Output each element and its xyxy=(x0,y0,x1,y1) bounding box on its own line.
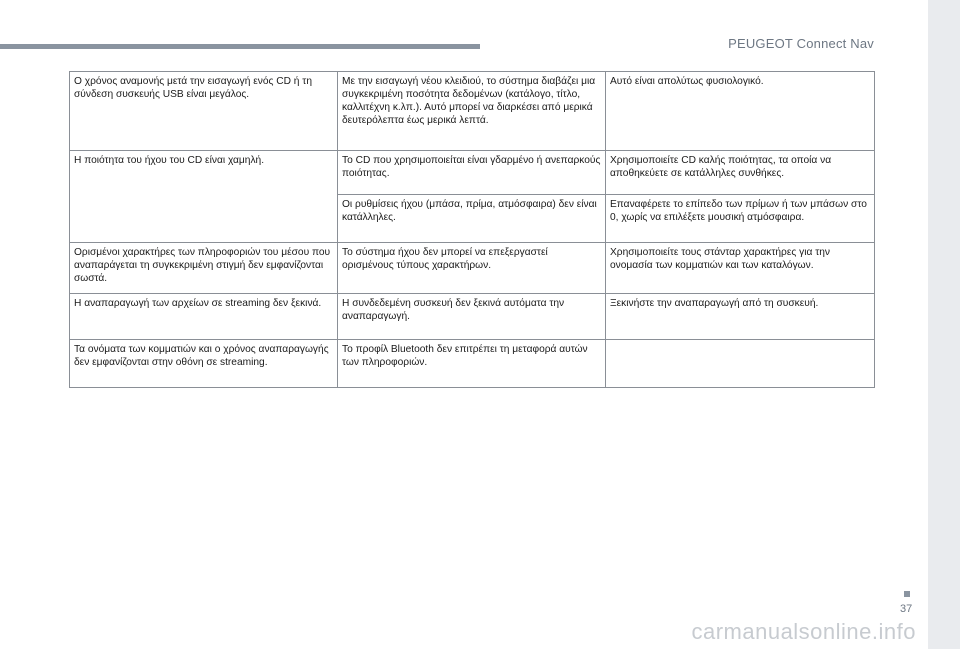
solution-cell: Χρησιμοποιείτε τους στάνταρ χαρακτήρες για την ονομασία των κομματιών και των καταλόγων. xyxy=(606,243,875,294)
problem-cell: Η ποιότητα του ήχου του CD είναι χαμηλή. xyxy=(70,151,338,243)
solution-cell: Χρησιμοποιείτε CD καλής ποιότητας, τα οποία να αποθηκεύετε σε κατάλληλες συνθήκες. xyxy=(606,151,875,195)
cause-cell: Το σύστημα ήχου δεν μπορεί να επεξεργαστεί ορισμένους τύπους χαρακτήρων. xyxy=(338,243,606,294)
solution-cell xyxy=(606,340,875,388)
problem-cell: Ορισμένοι χαρακτήρες των πληροφοριών του μέσου που αναπαράγεται τη συγκεκριμένη στιγμή δεν εμφανίζονται σωστά. xyxy=(70,243,338,294)
solution-cell: Αυτό είναι απολύτως φυσιολογικό. xyxy=(606,72,875,151)
cause-cell: Το CD που χρησιμοποιείται είναι γδαρμένο ή ανεπαρκούς ποιότητας. xyxy=(338,151,606,195)
table-row xyxy=(70,151,875,195)
page-number: 37 xyxy=(900,603,913,615)
cause-cell: Η συνδεδεμένη συσκευή δεν ξεκινά αυτόματα την αναπαραγωγή. xyxy=(338,294,606,340)
page-header-title: PEUGEOT Connect Nav xyxy=(728,36,874,51)
header-accent-bar xyxy=(0,44,480,49)
solution-cell: Επαναφέρετε το επίπεδο των πρίμων ή των μπάσων στο 0, χωρίς να επιλέξετε μουσική ατμόσφαιρα. xyxy=(606,195,875,243)
problem-cell: Ο χρόνος αναμονής μετά την εισαγωγή ενός CD ή τη σύνδεση συσκευής USB είναι μεγάλος. xyxy=(70,72,338,151)
problem-cell: Η αναπαραγωγή των αρχείων σε streaming δεν ξεκινά. xyxy=(70,294,338,340)
table-row xyxy=(70,294,875,340)
page-edge-strip xyxy=(928,0,960,649)
troubleshooting-table xyxy=(69,71,875,388)
page-marker-square xyxy=(904,591,910,597)
table-row xyxy=(70,243,875,294)
watermark-text: carmanualsonline.info xyxy=(691,619,916,644)
table-row xyxy=(70,72,875,151)
table-row xyxy=(70,340,875,388)
cause-cell: Το προφίλ Bluetooth δεν επιτρέπει τη μεταφορά αυτών των πληροφοριών. xyxy=(338,340,606,388)
problem-cell: Τα ονόματα των κομματιών και ο χρόνος αναπαραγωγής δεν εμφανίζονται στην οθόνη σε streaming. xyxy=(70,340,338,388)
cause-cell: Οι ρυθμίσεις ήχου (μπάσα, πρίμα, ατμόσφαιρα) δεν είναι κατάλληλες. xyxy=(338,195,606,243)
cause-cell: Με την εισαγωγή νέου κλειδιού, το σύστημα διαβάζει μια συγκεκριμένη ποσότητα δεδομένων (κατάλογο, τίτλο, καλλιτέχνη κ.λπ.). Αυτό μπορεί να διαρκέσει από μερικά δευτερόλεπτα έως μερικά λεπτά. xyxy=(338,72,606,151)
solution-cell: Ξεκινήστε την αναπαραγωγή από τη συσκευή. xyxy=(606,294,875,340)
